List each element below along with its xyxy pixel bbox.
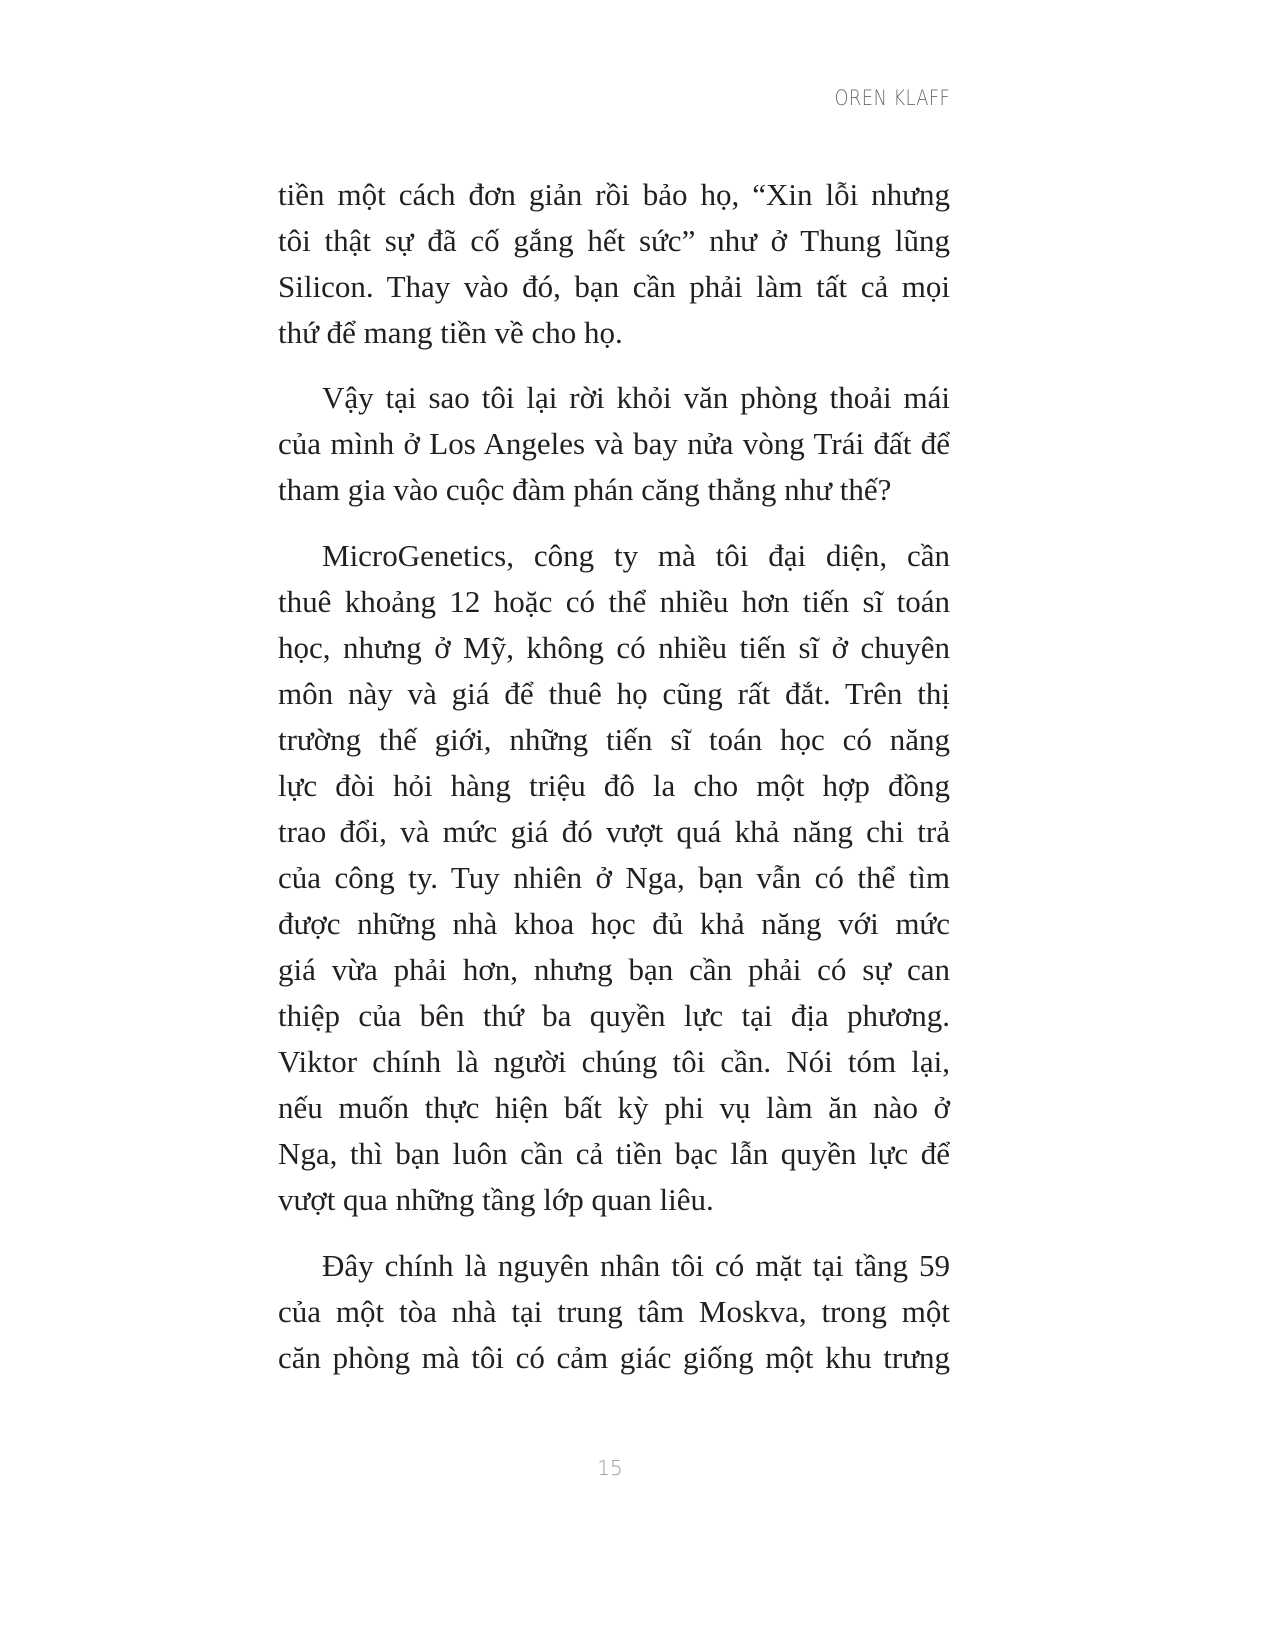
paragraph-4 bbox=[278, 1243, 950, 1381]
text-line: nếu muốn thực hiện bất kỳ phi vụ làm ăn nào ở bbox=[278, 1090, 950, 1125]
page-number: 15 bbox=[597, 1456, 623, 1480]
text-line: vượt qua những tầng lớp quan liêu. bbox=[278, 1182, 714, 1217]
text-line: của công ty. Tuy nhiên ở Nga, bạn vẫn có thể tìm bbox=[278, 860, 950, 895]
text-line: Silicon. Thay vào đó, bạn cần phải làm tất cả mọi bbox=[278, 269, 950, 304]
running-header-author: OREN KLAFF bbox=[834, 86, 950, 110]
text-line: của một tòa nhà tại trung tâm Moskva, trong một bbox=[278, 1294, 950, 1329]
text-line: Vậy tại sao tôi lại rời khỏi văn phòng thoải mái bbox=[322, 380, 950, 415]
text-line: thuê khoảng 12 hoặc có thể nhiều hơn tiến sĩ toán bbox=[278, 584, 950, 619]
text-line: tiền một cách đơn giản rồi bảo họ, “Xin lỗi nhưng bbox=[278, 177, 950, 212]
paragraph-1 bbox=[278, 172, 950, 356]
text-line: tham gia vào cuộc đàm phán căng thẳng như thế? bbox=[278, 472, 892, 507]
text-line: Nga, thì bạn luôn cần cả tiền bạc lẫn quyền lực để bbox=[278, 1136, 950, 1171]
text-line: của mình ở Los Angeles và bay nửa vòng Trái đất để bbox=[278, 426, 950, 461]
paragraph-2 bbox=[278, 375, 950, 513]
text-line: môn này và giá để thuê họ cũng rất đắt. Trên thị bbox=[278, 676, 950, 711]
text-line: thiệp của bên thứ ba quyền lực tại địa phương. bbox=[278, 998, 950, 1033]
text-line: tôi thật sự đã cố gắng hết sức” như ở Thung lũng bbox=[278, 223, 950, 258]
text-line: thứ để mang tiền về cho họ. bbox=[278, 315, 623, 350]
text-line: được những nhà khoa học đủ khả năng với mức bbox=[278, 906, 950, 941]
text-line: trường thế giới, những tiến sĩ toán học có năng bbox=[278, 722, 950, 757]
text-line: giá vừa phải hơn, nhưng bạn cần phải có sự can bbox=[278, 952, 950, 987]
text-line: Viktor chính là người chúng tôi cần. Nói tóm lại, bbox=[278, 1044, 950, 1079]
paragraph-3 bbox=[278, 533, 950, 1223]
text-line: học, nhưng ở Mỹ, không có nhiều tiến sĩ ở chuyên bbox=[278, 630, 950, 665]
text-line: MicroGenetics, công ty mà tôi đại diện, cần bbox=[322, 538, 950, 573]
text-line: căn phòng mà tôi có cảm giác giống một khu trưng bbox=[278, 1340, 950, 1375]
text-line: lực đòi hỏi hàng triệu đô la cho một hợp đồng bbox=[278, 768, 950, 803]
text-line: trao đổi, và mức giá đó vượt quá khả năng chi trả bbox=[278, 814, 950, 849]
text-line: Đây chính là nguyên nhân tôi có mặt tại tầng 59 bbox=[322, 1248, 950, 1283]
